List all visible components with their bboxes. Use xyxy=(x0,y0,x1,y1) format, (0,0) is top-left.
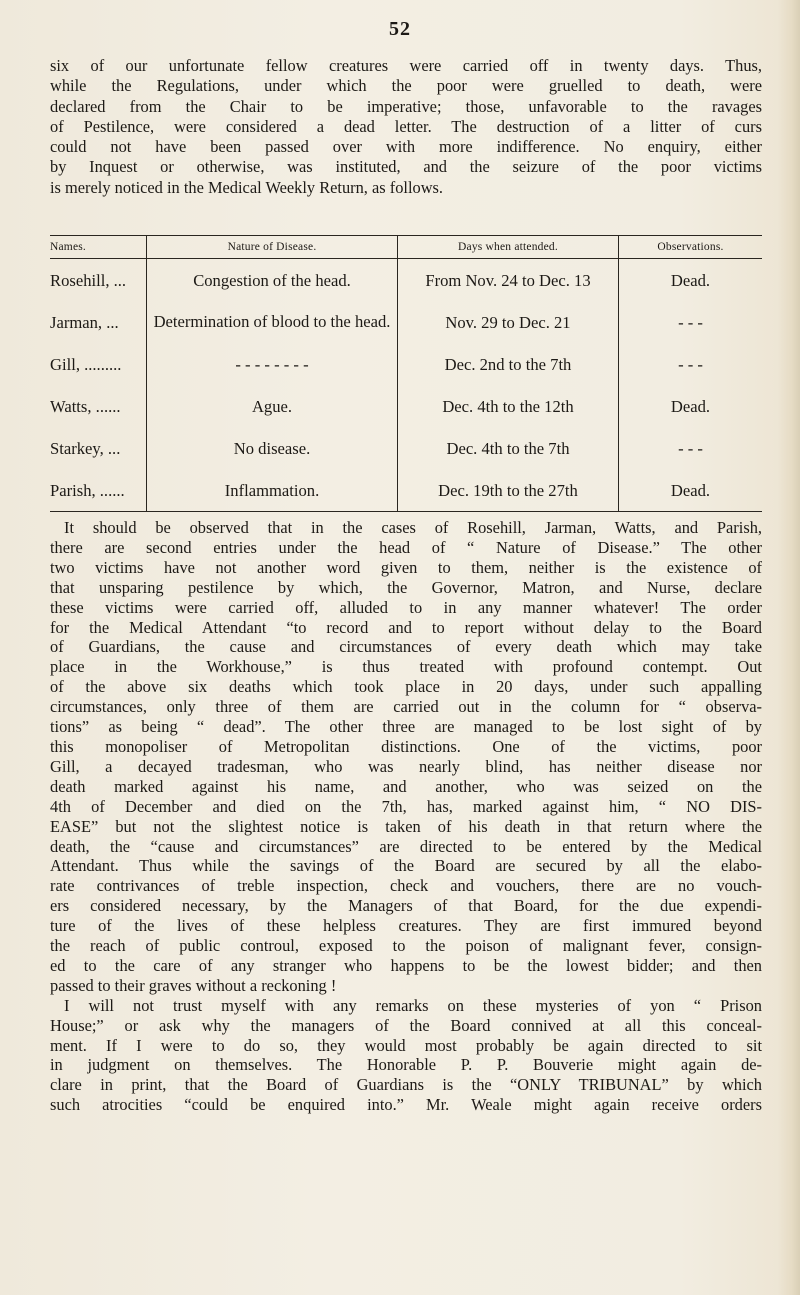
body-line: 4th of December and died on the 7th, has, marked against him, “ NO DIS- xyxy=(50,796,762,816)
body-line: two victims have not another word given to them, neither is the existence of xyxy=(50,557,762,577)
table-row xyxy=(50,469,762,512)
cell-name: Starkey, ... xyxy=(50,439,121,458)
body-line: that unsparing pestilence by which, the Governor, Matron, and Nurse, declare xyxy=(50,577,762,597)
cell-observation: Dead. xyxy=(619,469,763,512)
body-line: of Guardians, the cause and circumstances of every death which may take xyxy=(50,637,762,657)
header-days-attended: Days when attended. xyxy=(398,236,619,259)
medical-weekly-return-table xyxy=(50,235,762,512)
cell-days: Dec. 4th to the 7th xyxy=(398,427,619,469)
cell-nature: Ague. xyxy=(147,385,398,427)
cell-observation: Dead. xyxy=(619,259,763,302)
table-header-row xyxy=(50,236,762,259)
cell-name: Rosehill, ... xyxy=(50,271,127,290)
intro-line: by Inquest or otherwise, was instituted, and the seizure of the poor victims xyxy=(50,157,762,177)
page-number: 52 xyxy=(389,18,411,40)
cell-days: Dec. 4th to the 12th xyxy=(398,385,619,427)
header-names: Names. xyxy=(50,236,147,259)
table-row xyxy=(50,343,762,385)
cell-nature: Congestion of the head. xyxy=(147,259,398,302)
body-line: ers considered necessary, by the Managers of that Board, for the due expendi- xyxy=(50,896,762,916)
cell-days: From Nov. 24 to Dec. 13 xyxy=(398,259,619,302)
cell-nature: - - - - - - - - xyxy=(147,343,398,385)
header-observations: Observations. xyxy=(619,236,763,259)
body-line: this monopoliser of Metropolitan distinctions. One of the victims, poor xyxy=(50,736,762,756)
body-line: in judgment on themselves. The Honorable P. P. Bouverie might again de- xyxy=(50,1055,762,1075)
cell-nature: Inflammation. xyxy=(147,469,398,512)
page-edge-shadow xyxy=(778,0,800,1295)
body-line: of the above six deaths which took place in 20 days, under such appalling xyxy=(50,677,762,697)
body-line: It should be observed that in the cases of Rosehill, Jarman, Watts, and Parish, xyxy=(64,518,762,537)
body-line: Attendant. Thus while the savings of the Board are secured by all the elabo- xyxy=(50,856,762,876)
cell-name: Jarman, ... xyxy=(50,313,119,332)
cell-observation: - - - xyxy=(619,427,763,469)
intro-line: is merely noticed in the Medical Weekly Return, as follows. xyxy=(50,177,444,197)
table-row xyxy=(50,259,762,302)
body-line: place in the Workhouse,” is thus treated with profound contempt. Out xyxy=(50,657,762,677)
cell-days: Dec. 2nd to the 7th xyxy=(398,343,619,385)
table-row xyxy=(50,385,762,427)
body-text xyxy=(50,518,762,1115)
body-line: House;” or ask why the managers of the Board connived at all this conceal- xyxy=(50,1015,762,1035)
body-line: these victims were carried off, alluded to in any manner whatever! The order xyxy=(50,597,762,617)
intro-line: declared from the Chair to be imperative; those, unfavorable to the ravages xyxy=(50,96,762,116)
body-line: I will not trust myself with any remarks on these mysteries of yon “ Prison xyxy=(64,995,762,1015)
cell-nature: Determination of blood to the head. xyxy=(147,301,398,343)
body-line: tions” as being “ dead”. The other three are managed to be lost sight of by xyxy=(50,717,762,737)
body-line: ment. If I were to do so, they would most probably be again directed to sit xyxy=(50,1035,762,1055)
body-line: death marked against his name, and another, who was seized on the xyxy=(50,776,762,796)
intro-line: while the Regulations, under which the poor were gruelled to death, were xyxy=(50,76,762,96)
table-row xyxy=(50,301,762,343)
header-nature-of-disease: Nature of Disease. xyxy=(147,236,398,259)
body-line: death, the “cause and circumstances” are directed to be entered by the Medical xyxy=(50,836,762,856)
intro-line: could not have been passed over with more indifference. No enquiry, either xyxy=(50,137,762,157)
body-line: clare in print, that the Board of Guardians is the “ONLY TRIBUNAL” by which xyxy=(50,1075,762,1095)
body-line: ture of the lives of these helpless creatures. They are first immured beyond xyxy=(50,916,762,936)
table-row xyxy=(50,427,762,469)
cell-observation: - - - xyxy=(619,343,763,385)
body-line: such atrocities “could be enquired into.” Mr. Weale might again receive orders xyxy=(50,1095,762,1115)
body-line: EASE” but not the slightest notice is taken of his death in that return where the xyxy=(50,816,762,836)
body-line: passed to their graves without a reckoning ! xyxy=(50,975,337,995)
body-line: for the Medical Attendant “to record and to report without delay to the Board xyxy=(50,617,762,637)
cell-name: Gill, ......... xyxy=(50,355,122,374)
cell-observation: - - - xyxy=(619,301,763,343)
intro-paragraph xyxy=(50,56,762,198)
cell-days: Dec. 19th to the 27th xyxy=(398,469,619,512)
cell-name: Parish, ...... xyxy=(50,481,125,500)
body-line: rate contrivances of treble inspection, check and vouchers, there are no vouch- xyxy=(50,876,762,896)
body-line: circumstances, only three of them are carried out in the column for “ observa- xyxy=(50,697,762,717)
cell-days: Nov. 29 to Dec. 21 xyxy=(398,301,619,343)
intro-line: of Pestilence, were considered a dead letter. The destruction of a litter of curs xyxy=(50,116,762,136)
body-line: there are second entries under the head of “ Nature of Disease.” The other xyxy=(50,537,762,557)
cell-observation: Dead. xyxy=(619,385,763,427)
intro-line: six of our unfortunate fellow creatures were carried off in twenty days. Thus, xyxy=(50,56,762,75)
cell-name: Watts, ...... xyxy=(50,397,121,416)
body-line: Gill, a decayed tradesman, who was nearly blind, has neither disease nor xyxy=(50,756,762,776)
cell-nature: No disease. xyxy=(147,427,398,469)
body-line: the reach of public controul, exposed to the poison of malignant fever, consign- xyxy=(50,936,762,956)
body-line: ed to the care of any stranger who happens to be the lowest bidder; and then xyxy=(50,955,762,975)
